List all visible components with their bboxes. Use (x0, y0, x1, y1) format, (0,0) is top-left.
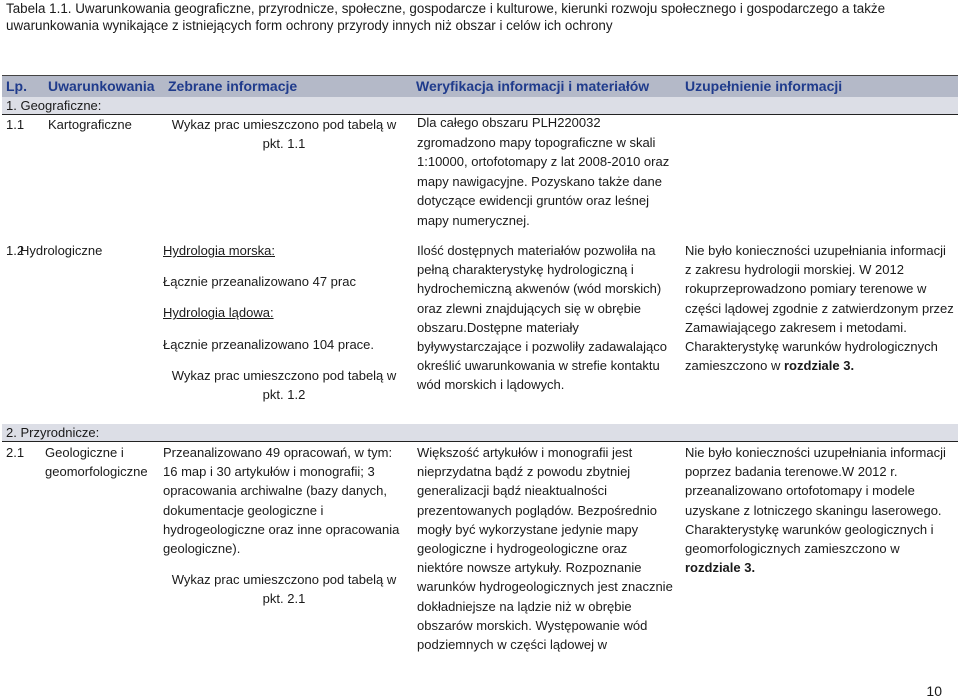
row-zebrane (163, 241, 405, 404)
row-name: Geologiczne i geomorfologiczne (45, 445, 148, 480)
wykaz-note: Wykaz prac umieszczono pod tabelą w pkt. 2.1 (171, 572, 397, 607)
hydrologia-morska-text: Łącznie przeanalizowano 47 prac (163, 274, 356, 290)
row-name: Kartograficzne (48, 117, 132, 132)
wykaz-note: Wykaz prac umieszczono pod tabelą w pkt. 1.2 (171, 367, 397, 403)
zebrane-text: Przeanalizowano 49 opracowań, w tym: 16 map i 30 artykułów i monografii; 3 opracowania archiwalne (bazy danych, dokumentacje geologiczne i hydrogeologiczne oraz inne opracowania geologiczne). (163, 445, 400, 557)
header-weryfikacja: Weryfikacja informacji i materiałów (416, 78, 650, 94)
row-weryfikacja: Większość artykułów i monografii jest nieprzydatna bądź z powodu zbytniej generalizacji bądź nieaktualności prezentowanych poglądów. Bezpośrednio mogły być wykorzystane jedynie mapy geologiczne i hydrogeologiczne oraz niektóre nowsze artykuły. Rozpoznanie warunków hydrogeologicznych jest znacznie dokładniejsze na lądzie niż w obrębie obszarów morskich. Występowanie wód podziemnych w części lądowej w (417, 445, 673, 653)
table-caption: Tabela 1.1. Uwarunkowania geograficzne, przyrodnicze, społeczne, gospodarcze i kulturowe, kierunki rozwoju społecznego i gospodarczego a także uwarunkowania wynikające z istniejących form ochrony przyrody innych niż obszar i celów ich ochrony (6, 1, 886, 33)
header-lp: Lp. (6, 78, 27, 94)
uzupelnienie-chapter-ref: rozdziale 3. (784, 358, 855, 374)
uzupelnienie-text: Nie było konieczności uzupełniania informacji z zakresu hydrologii morskiej. W 2012 rokuprzeprowadzono pomiary terenowe w części lądowej zgodnie z zatwierdzonym przez Zamawiającego zakresem i metodami. Charakterystykę warunków hydrologicznych zamieszczono w (685, 243, 954, 374)
section-geograficzne (2, 97, 958, 114)
section-przyrodnicze (2, 424, 958, 441)
uzupelnienie-chapter-ref: rozdziale 3. (685, 560, 756, 576)
header-zebrane: Zebrane informacje (168, 78, 298, 94)
divider (2, 441, 958, 442)
section-label: 1. Geograficzne: (6, 98, 102, 113)
row-weryfikacja: Dla całego obszaru PLH220032 zgromadzono mapy topograficzne w skali 1:10000, ortofotomapy z lat 2008-2010 oraz mapy nawigacyjne. Pozyskano także dane dotyczące ewidencji gruntów oraz leśnej mapy numerycznej. (417, 115, 670, 228)
row-name: Hydrologiczne (20, 243, 103, 258)
hydrologia-ladowa-heading: Hydrologia lądowa: (163, 305, 274, 321)
header-uwarunkowania: Uwarunkowania (48, 78, 155, 94)
row-zebrane (163, 443, 405, 609)
hydrologia-morska-heading: Hydrologia morska: (163, 243, 275, 258)
row-zebrane: Wykaz prac umieszczono pod tabelą w pkt. 1.1 (171, 117, 397, 152)
page-number: 10 (926, 683, 942, 699)
section-label: 2. Przyrodnicze: (6, 425, 100, 440)
row-weryfikacja: Ilość dostępnych materiałów pozwoliła na pełną charakterystykę hydrologiczną i hydrochemiczną akwenów (wód morskich) oraz zlewni znajdujących się w obrębie obszaru.Dostępne materiały byływystarczające i pozwoliły zadawalająco określić uwarunkowania w strefie kontaktu wód morskich i lądowych. (417, 243, 667, 393)
uzupelnienie-text: Nie było konieczności uzupełniania informacji poprzez badania terenowe.W 2012 r. przeanalizowano ortofotomapy i modele uzyskane z lotniczego skaningu laserowego. Charakterystykę warunków geologicznych i geomorfologicznych zamieszczono w (685, 445, 946, 557)
row-uzupelnienie (685, 443, 955, 577)
hydrologia-ladowa-text: Łącznie przeanalizowano 104 prace. (163, 336, 375, 352)
row-lp: 2.1 (6, 445, 25, 460)
header-uzupelnienie: Uzupełnienie informacji (685, 78, 843, 94)
table-header (2, 75, 958, 98)
row-lp: 1.1 (6, 117, 25, 132)
row-lp: 1.2 (6, 243, 25, 258)
row-uzupelnienie (685, 241, 955, 375)
